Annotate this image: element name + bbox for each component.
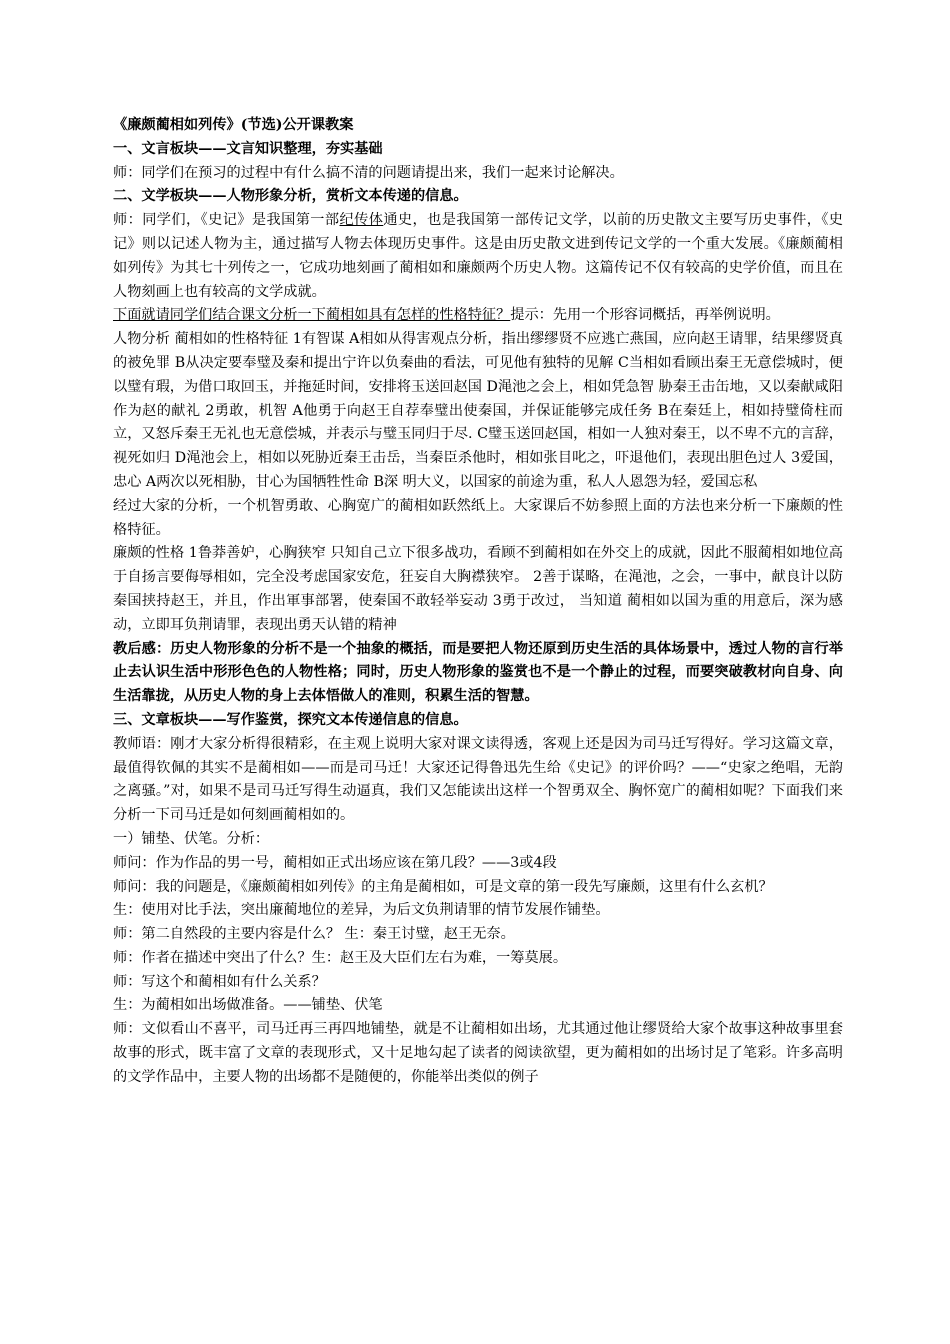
paragraph: 生：使用对比手法，突出廉蔺地位的差异，为后文负荆请罪的情节发展作铺垫。 (113, 902, 610, 919)
underlined-text: 下面就请同学们结合课文分析一下蔺相如具有怎样的性格特征？ (113, 307, 511, 324)
paragraph (113, 304, 843, 328)
paragraph-text: 师：同学们，《史记》是我国第一部 (113, 212, 340, 229)
paragraph: 经过大家的分析，一个机智勇敢、心胸宽广的蔺相如跃然纸上。大家课后不妨参照上面的方法也来分析一下廉颇的性格特征。 (113, 497, 843, 538)
paragraph: 师问：我的问题是，《廉颇蔺相如列传》的主角是蔺相如，可是文章的第一段先写廉颇，这里有什么玄机？ (113, 878, 773, 895)
paragraph-text: 通史，也是我国第一部传记文学，以前的历史散文主要写历史事件，《史记》则以记述人物为主，通过描写人物去体现历史事件。这是由历史散文进到传记文学的一个重大发展。《廉颇蔺相如列传》为其七十列传之一，它成功地刻画了蔺相如和廉颇两个历史人物。这篇传记不仅有较高的史学价值，而且在人物刻画上也有较高的文学成就。 (113, 212, 843, 300)
paragraph: 教师语：刚才大家分析得很精彩，在主观上说明大家对课文读得透，客观上还是因为司马迁写得好。学习这篇文章，最值得钦佩的其实不是蔺相如——而是司马迁！大家还记得鲁迅先生给《史记》的评价吗？——“史家之绝唱，无韵之离骚。”对，如果不是司马迁写得生动逼真，我们又怎能读出这样一个智勇双全、胸怀宽广的蔺相如呢？下面我们来分析一下司马迁是如何刻画蔺相如的。 (113, 735, 843, 824)
paragraph: 生：为蔺相如出场做准备。——铺垫、伏笔 (113, 997, 383, 1014)
document-page (113, 114, 843, 1090)
paragraph: 师：作者在描述中突出了什么？生：赵王及大臣们左右为难，一筹莫展。 (113, 949, 568, 966)
document-body (113, 138, 843, 1090)
underlined-text: 纪传体 (339, 212, 384, 229)
paragraph: 师：第二自然段的主要内容是什么？ 生：秦王讨璧，赵王无奈。 (113, 926, 515, 943)
paragraph: 师：同学们在预习的过程中有什么搞不清的问题请提出来，我们一起来讨论解决。 (113, 164, 624, 181)
section-heading: 二、文学板块——人物形象分析，赏析文本传递的信息。 (113, 188, 468, 205)
paragraph: 廉颇的性格 1鲁莽善妒，心胸狭窄 只知自己立下很多战功，看顾不到蔺相如在外交上的成就，因此不服蔺相如地位高于自扬言要侮辱相如，完全没考虑国家安危，狂妄自大胸襟狭窄。 2善于谋略，在渑池，之会，一事中，献良计以防秦国挟持赵王，并且，作出軍事部署，使秦国不敢轻举妄动 3勇于改过， 当知道 蔺相如以国为重的用意后，深为感动，立即耳负荆请罪，表现出勇天认错的精神 (113, 545, 843, 633)
section-heading: 三、文章板块——写作鉴赏，探究文本传递信息的信息。 (113, 711, 468, 728)
paragraph: 一）铺垫、伏笔。分析： (113, 830, 270, 847)
section-heading: 教后感：历史人物形象的分析不是一个抽象的概括，而是要把人物还原到历史生活的具体场景中，透过人物的言行举止去认识生活中形形色色的人物性格；同时，历史人物形象的鉴赏也不是一个静止的过程，而要突破教材向自身、向生活靠拢，从历史人物的身上去体悟做人的准则，积累生活的智慧。 (113, 640, 843, 705)
paragraph-text: 提示：先用一个形容词概括，再举例说明。 (510, 307, 780, 324)
document-title: 《廉颇蔺相如列传》(节选)公开课教案 (113, 117, 354, 133)
paragraph: 师：写这个和蔺相如有什么关系？ (113, 973, 326, 990)
paragraph: 师问：作为作品的男一号，蔺相如正式出场应该在第几段？——3或4段 (113, 854, 557, 871)
paragraph: 师：文似看山不喜平，司马迁再三再四地铺垫，就是不让蔺相如出场，尤其通过他让缪贤给大家个故事这种故事里套故事的形式，既丰富了文章的表现形式，又十足地勾起了读者的阅读欲望，更为蔺相如的出场讨足了笔彩。许多高明的文学作品中，主要人物的出场都不是随便的，你能举出类似的例子 (113, 1021, 843, 1085)
section-heading: 一、文言板块——文言知识整理，夯实基础 (113, 140, 383, 157)
paragraph (113, 209, 843, 304)
paragraph: 人物分析 蔺相如的性格特征 1有智谋 A相如从得害观点分析，指出缪缪贤不应逃亡燕国，应向赵王请罪，结果缪贤真的被免罪 B从决定要奉璧及秦和提出宁许以负秦曲的看法，可见他有独特的见解 C当相如看顾出秦王无意偿城时，便以璧有瑕，为借口取回玉，并拖延时间，安排将玉送回赵国 D渑池之会上，相如凭急智 胁秦王击缶地，又以秦献咸阳作为赵的献礼 2勇敢，机智 A他勇于向赵王自荐奉璧出使秦国，并保证能够完成任务 B在秦廷上，相如持璧倚柱而立，又怒斥秦王无礼也无意偿城，并表示与璧玉同归于尽. C璧玉送回赵国，相如一人独对秦王，以不卑不亢的言辞，视死如归 D渑池会上，相如以死胁近秦王击岳，当秦臣杀他时，相如张目叱之，吓退他们，表现出胆色过人 3爱国，忠心 A两次以死相胁，甘心为国牺牲性命 B深 明大义，以国家的前途为重，私人人恩怨为轻，爱国忘私 (113, 331, 843, 490)
